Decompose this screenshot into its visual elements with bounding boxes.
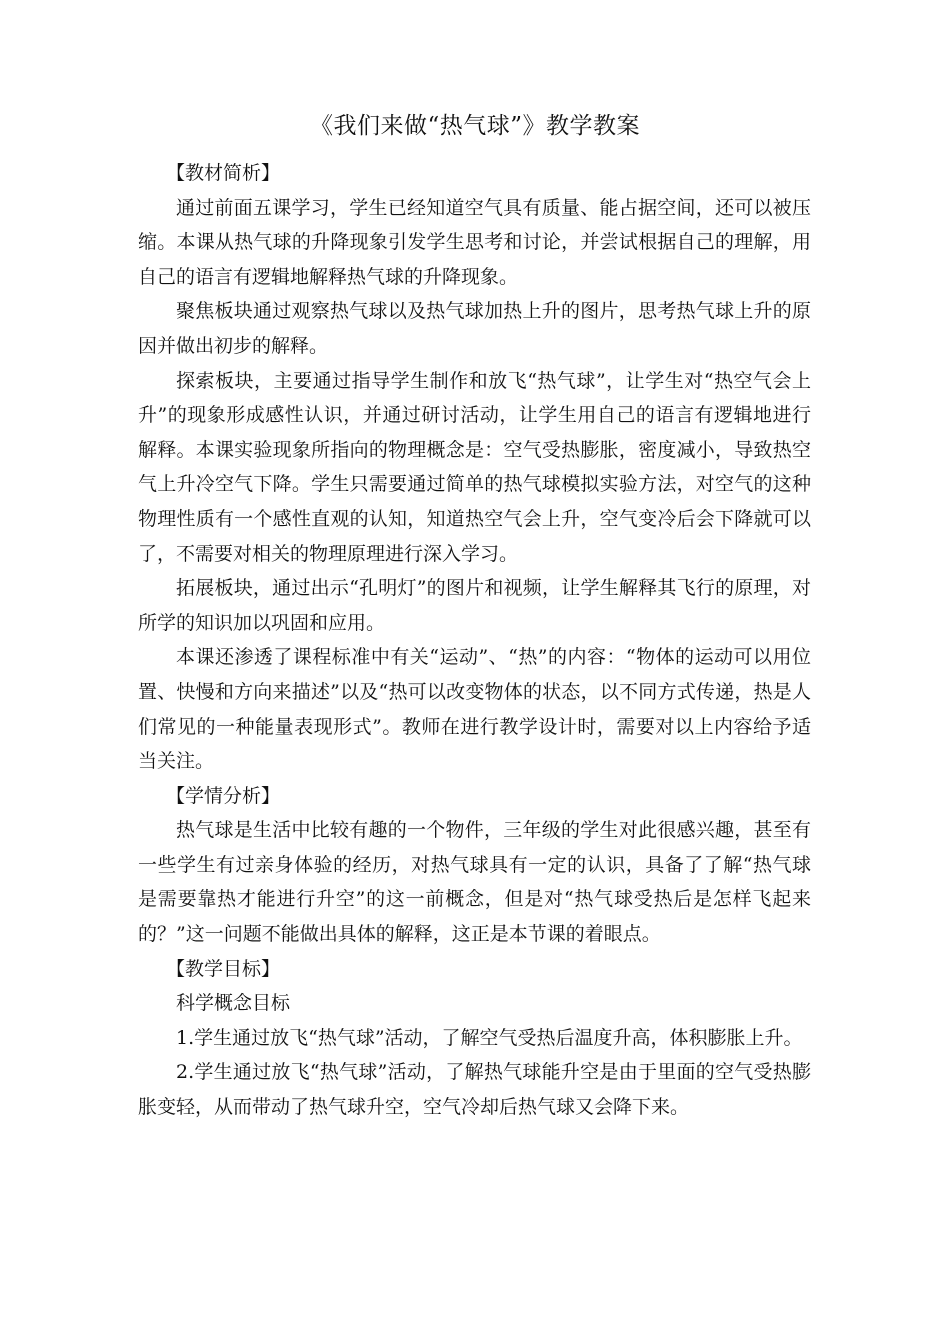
section-heading: 【学情分析】 [166,784,281,807]
paragraph: 热气球是生活中比较有趣的一个物件，三年级的学生对此很感兴趣，甚至有一些学生有过亲身体验的经历，对热气球具有一定的认识，具备了了解“热气球是需要靠热才能进行升空”的这一前概念，但是对“热气球受热后是怎样飞起来的？”这一问题不能做出具体的解释，这正是本节课的着眼点。 [138,819,811,946]
document-title: 《我们来做“热气球”》教学教案 [309,113,641,139]
list-item: 2.学生通过放飞“热气球”活动，了解热气球能升空是由于里面的空气受热膨胀变轻，从而带动了热气球升空，空气冷却后热气球又会降下来。 [138,1061,811,1119]
paragraph: 本课还渗透了课程标准中有关“运动”、“热”的内容：“物体的运动可以用位置、快慢和方向来描述”以及“热可以改变物体的状态，以不同方式传递，热是人们常见的一种能量表现形式”。教师在进行教学设计时，需要对以上内容给予适当关注。 [138,646,811,773]
section-heading: 【教学目标】 [166,957,281,980]
list-item: 1.学生通过放飞“热气球”活动，了解空气受热后温度升高，体积膨胀上升。 [176,1026,803,1049]
paragraph: 拓展板块，通过出示“孔明灯”的图片和视频，让学生解释其飞行的原理，对所学的知识加以巩固和应用。 [138,577,811,634]
document-body [138,156,811,1125]
paragraph: 探索板块，主要通过指导学生制作和放飞“热气球”，让学生对“热空气会上升”的现象形成感性认识，并通过研讨活动，让学生用自己的语言有逻辑地进行解释。本课实验现象所指向的物理概念是：空气受热膨胀，密度减小，导致热空气上升冷空气下降。学生只需要通过简单的热气球模拟实验方法，对空气的这种物理性质有一个感性直观的认知，知道热空气会上升，空气变冷后会下降就可以了，不需要对相关的物理原理进行深入学习。 [138,369,811,565]
paragraph: 聚焦板块通过观察热气球以及热气球加热上升的图片，思考热气球上升的原因并做出初步的解释。 [138,300,811,357]
subheading: 科学概念目标 [176,992,291,1015]
section-heading: 【教材简析】 [166,162,281,184]
paragraph: 通过前面五课学习，学生已经知道空气具有质量、能占据空间，还可以被压缩。本课从热气球的升降现象引发学生思考和讨论，并尝试根据自己的理解，用自己的语言有逻辑地解释热气球的升降现象。 [138,196,811,288]
